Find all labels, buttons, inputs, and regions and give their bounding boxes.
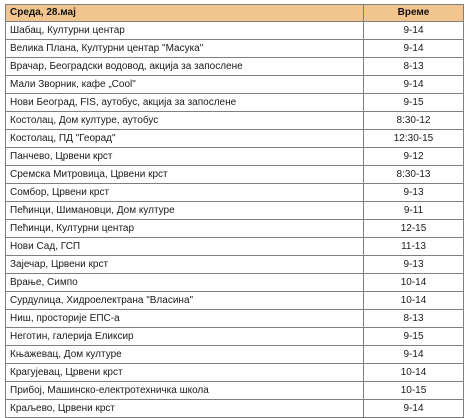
location-cell: Прибој, Машинско-електротехничка школа	[6, 382, 364, 400]
time-cell: 9-14	[364, 400, 464, 418]
time-cell: 8:30-13	[364, 166, 464, 184]
location-cell: Сремска Митровица, Црвени крст	[6, 166, 364, 184]
table-row	[6, 112, 464, 130]
location-cell: Панчево, Црвени крст	[6, 148, 364, 166]
table-row	[6, 400, 464, 418]
table-row	[6, 184, 464, 202]
time-cell: 9-14	[364, 346, 464, 364]
time-cell: 9-13	[364, 184, 464, 202]
table-row	[6, 310, 464, 328]
table-row	[6, 202, 464, 220]
time-cell: 9-15	[364, 94, 464, 112]
location-cell: Врање, Симпо	[6, 274, 364, 292]
time-cell: 9-12	[364, 148, 464, 166]
table-row	[6, 292, 464, 310]
location-cell: Пећинци, Културни центар	[6, 220, 364, 238]
time-cell: 8:30-12	[364, 112, 464, 130]
time-cell: 11-13	[364, 238, 464, 256]
location-cell: Ниш, просторије ЕПС-а	[6, 310, 364, 328]
location-cell: Краљево, Црвени крст	[6, 400, 364, 418]
table-row	[6, 238, 464, 256]
schedule-sheet	[5, 4, 463, 418]
location-cell: Нови Сад, ГСП	[6, 238, 364, 256]
table-row	[6, 364, 464, 382]
time-cell: 10-14	[364, 364, 464, 382]
location-cell: Крагујевац, Црвени крст	[6, 364, 364, 382]
time-cell: 12:30-15	[364, 130, 464, 148]
time-cell: 9-15	[364, 328, 464, 346]
schedule-table	[5, 4, 464, 418]
location-cell: Сомбор, Црвени крст	[6, 184, 364, 202]
table-row	[6, 382, 464, 400]
location-cell: Мали Зворник, кафе „Cool"	[6, 76, 364, 94]
location-cell: Пећинци, Шимановци, Дом културе	[6, 202, 364, 220]
time-cell: 8-13	[364, 58, 464, 76]
table-row	[6, 166, 464, 184]
table-row	[6, 328, 464, 346]
table-row	[6, 346, 464, 364]
schedule-body	[6, 22, 464, 418]
table-row	[6, 274, 464, 292]
location-cell: Шабац, Културни центар	[6, 22, 364, 40]
table-row	[6, 22, 464, 40]
table-row	[6, 40, 464, 58]
time-cell: 9-13	[364, 256, 464, 274]
date-header: Среда, 28.мај	[6, 5, 364, 22]
time-header: Време	[364, 5, 464, 22]
time-cell: 9-14	[364, 76, 464, 94]
table-row	[6, 148, 464, 166]
time-cell: 10-14	[364, 292, 464, 310]
header-row	[6, 5, 464, 22]
time-cell: 9-14	[364, 22, 464, 40]
table-row	[6, 94, 464, 112]
table-row	[6, 130, 464, 148]
time-cell: 8-13	[364, 310, 464, 328]
location-cell: Велика Плана, Културни центар "Масука"	[6, 40, 364, 58]
table-row	[6, 58, 464, 76]
table-row	[6, 220, 464, 238]
time-cell: 12-15	[364, 220, 464, 238]
location-cell: Врачар, Београдски водовод, акција за запослене	[6, 58, 364, 76]
location-cell: Неготин, галерија Еликсир	[6, 328, 364, 346]
location-cell: Нови Београд, FIS, аутобус, акција за запослене	[6, 94, 364, 112]
location-cell: Књажевац, Дом културе	[6, 346, 364, 364]
location-cell: Зајечар, Црвени крст	[6, 256, 364, 274]
time-cell: 9-11	[364, 202, 464, 220]
time-cell: 9-14	[364, 40, 464, 58]
time-cell: 10-15	[364, 382, 464, 400]
table-row	[6, 76, 464, 94]
time-cell: 10-14	[364, 274, 464, 292]
table-row	[6, 256, 464, 274]
location-cell: Костолац, ПД "Георад"	[6, 130, 364, 148]
location-cell: Сурдулица, Хидроелектрана "Власина"	[6, 292, 364, 310]
location-cell: Костолац, Дом културе, аутобус	[6, 112, 364, 130]
